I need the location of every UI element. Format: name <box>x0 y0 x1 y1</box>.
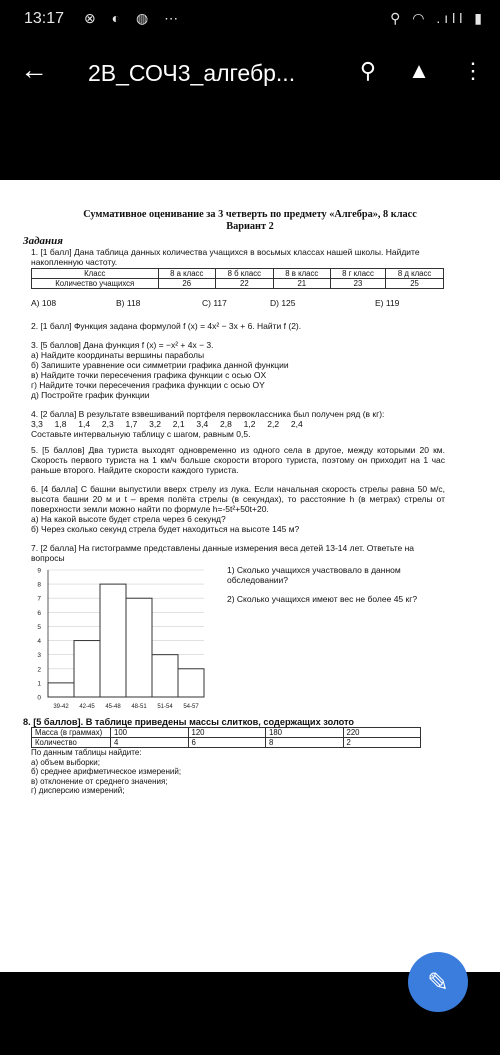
x-tick-label: 45-48 <box>105 704 121 710</box>
histogram-bar <box>74 641 100 697</box>
histogram-bar <box>178 669 204 697</box>
app-bar <box>0 40 500 108</box>
answer-a: A) 108 <box>31 298 57 308</box>
system-icons: ⚲ ◠ .ıll ▮ <box>390 10 486 26</box>
answer-b: B) 118 <box>116 298 141 308</box>
notification-icons: ⊗ ◐ ◍ ⋯ <box>84 10 185 26</box>
y-tick-label: 6 <box>37 609 41 617</box>
status-bar <box>0 0 500 40</box>
document-header: Суммативное оценивание за 3 четверть по предмету «Алгебра», 8 класс Вариант 2 <box>83 209 417 232</box>
answer-e: E) 119 <box>375 298 400 308</box>
x-tick-label: 54-57 <box>183 704 199 710</box>
answer-c: C) 117 <box>202 298 227 308</box>
y-tick-label: 7 <box>37 595 41 603</box>
y-tick-label: 0 <box>37 694 41 702</box>
pencil-icon: ✎ <box>427 967 449 997</box>
add-to-drive-icon[interactable]: ▲ <box>408 58 430 83</box>
edit-fab[interactable] <box>408 952 468 1012</box>
histogram-bar <box>100 584 126 697</box>
y-tick-label: 9 <box>37 567 41 575</box>
question-5: 5. [5 баллов] Два туриста выходят одновременно из одного села в другое, между которыми 20 км. Скорость первого туриста на 1 км/ч больше скорости второго туриста, поэтому он приходит на 1 час раньше второго. Найдите скорости каждого туриста. <box>31 445 445 475</box>
question-1: 1. [1 балл] Дана таблица данных количества учащихся в восьмых классах нашей школы. Найдите накопленную частоту. <box>31 247 420 267</box>
y-tick-label: 5 <box>37 623 41 631</box>
question-3: 3. [5 баллов] Дана функция f (x) = −x² + 4x − 3. а) Найдите координаты вершины параболы б) Запишите уравнение оси симметрии графика данной функции в) Найдите точки пересечения графика функции с осью OX г) Найдите точки пересечения графика функции с осью OY д) Постройте график функции <box>31 340 289 400</box>
y-tick-label: 1 <box>37 680 41 688</box>
y-tick-label: 2 <box>37 666 41 674</box>
y-tick-label: 4 <box>37 638 41 646</box>
answer-d: D) 125 <box>270 298 296 308</box>
histogram-bar <box>48 683 74 697</box>
question-2: 2. [1 балл] Функция задана формулой f (x) = 4x² − 3x + 6. Найти f (2). <box>31 321 302 331</box>
document-title: 2В_СОЧ3_алгебр... <box>88 60 296 86</box>
back-arrow-icon[interactable]: ← <box>20 54 48 85</box>
y-tick-label: 8 <box>37 581 41 589</box>
chart-questions: 1) Сколько учащихся участвовало в данном обследовании? 2) Сколько учащихся имеют вес не более 45 кг? <box>227 565 418 604</box>
y-tick-label: 3 <box>37 652 41 660</box>
question-8-items: По данным таблицы найдите: а) объем выборки; б) среднее арифметическое измерений; в) отклонение от среднего значения; г) дисперсию измерений; <box>31 748 182 795</box>
gold-table: Масса (в граммах) 100 120 180 220 Количество 4 6 8 2 <box>31 727 421 748</box>
search-icon[interactable]: ⚲ <box>359 58 376 83</box>
class-table: Класс 8 а класс 8 б класс 8 в класс 8 г класс 8 д класс Количество учащихся 26 22 21 23 25 <box>31 268 444 289</box>
histogram-section <box>0 563 500 715</box>
q1-answers <box>0 298 500 312</box>
question-8-title: 8. [5 баллов]. В таблице приведены массы слитков, содержащих золото <box>23 717 355 727</box>
tasks-heading: Задания <box>23 235 63 247</box>
question-6: 6. [4 балла] С башни выпустили вверх стрелу из лука. Если начальная скорость стрелы равна 50 м/с, высота башни 20 м и t – время полёта стрелы (в секундах), то расстояние h (в метрах) стрелы от поверхности земли можно найти по формуле h=-5t²+50t+20. а) На какой высоте будет стрела через 6 секунд? б) Через сколько секунд стрела будет находиться на высоте 145 м? <box>31 484 445 534</box>
x-tick-label: 48-51 <box>131 704 147 710</box>
more-options-icon[interactable]: ⋮ <box>462 58 484 83</box>
x-tick-label: 39-42 <box>53 704 69 710</box>
document-page <box>0 180 500 972</box>
histogram-bar <box>126 598 152 697</box>
status-time: 13:17 <box>24 10 65 27</box>
question-4: 4. [2 балла] В результате взвешиваний портфеля первоклассника был получен ряд (в кг): 3,3 1,8 1,4 2,3 1,7 3,2 2,1 3,4 2,8 1,2 2,2 2,4 Составьте интервальную таблицу с шагом, равным 0,5. <box>31 409 385 439</box>
x-tick-label: 42-45 <box>79 704 95 710</box>
x-tick-label: 51-54 <box>157 704 173 710</box>
histogram-bar <box>152 655 178 697</box>
weight-histogram <box>32 563 217 713</box>
question-7: 7. [2 балла] На гистограмме представлены данные измерения веса детей 13-14 лет. Ответьте на вопросы <box>31 543 415 563</box>
